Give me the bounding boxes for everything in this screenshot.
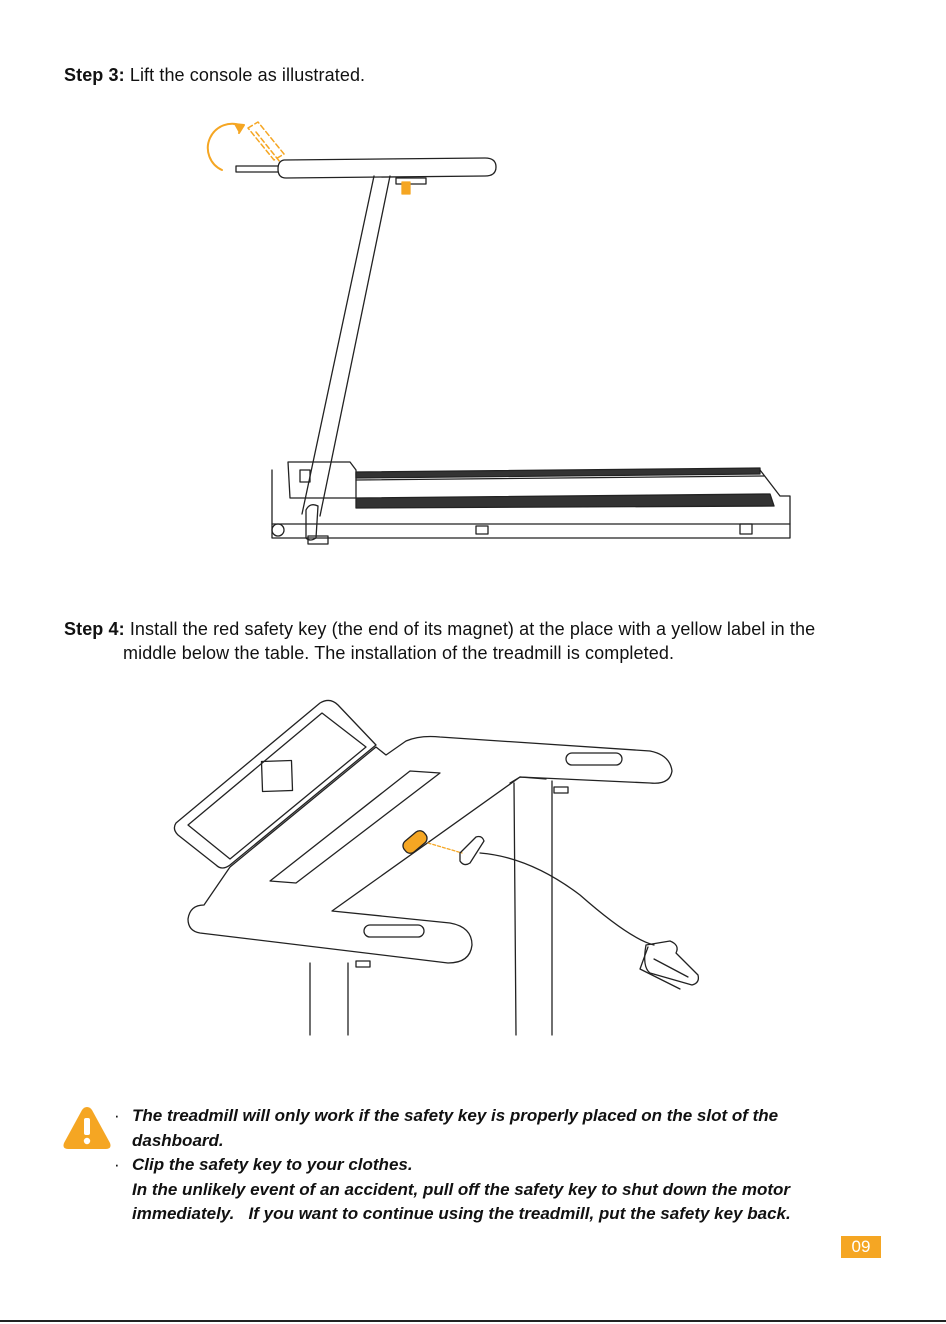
step-4-text-line-1: Install the red safety key (the end of its magnet) at the place with a yellow label in the bbox=[129, 619, 816, 639]
step-3-text: Lift the console as illustrated. bbox=[129, 65, 366, 85]
step-4-label: Step 4: bbox=[64, 619, 125, 639]
safety-notes bbox=[114, 1104, 874, 1227]
note-line: Clip the safety key to your clothes. bbox=[132, 1155, 413, 1174]
note-line: The treadmill will only work if the safety key is properly placed on the slot of the bbox=[132, 1106, 779, 1125]
note-line: dashboard. bbox=[132, 1130, 224, 1150]
step-4-text-line-2: middle below the table. The installation of the treadmill is completed. bbox=[123, 643, 675, 663]
treadmill-console-lift-illustration bbox=[200, 118, 800, 550]
step-3-instruction bbox=[64, 63, 365, 87]
page-number: 09 bbox=[841, 1236, 881, 1258]
safety-key-install-illustration bbox=[170, 695, 710, 1040]
note-line: In the unlikely event of an accident, pull off the safety key to shut down the motor bbox=[132, 1179, 791, 1199]
step-4-instruction bbox=[64, 617, 894, 665]
safety-note-1 bbox=[114, 1104, 874, 1153]
note-line: immediately. If you want to continue using the treadmill, put the safety key back. bbox=[132, 1204, 791, 1223]
safety-note-2 bbox=[114, 1153, 874, 1227]
bottom-rule bbox=[0, 1320, 946, 1322]
step-3-label: Step 3: bbox=[64, 65, 125, 85]
bullet: · bbox=[114, 1106, 120, 1125]
warning-triangle-icon bbox=[62, 1105, 112, 1151]
bullet: · bbox=[114, 1155, 120, 1174]
